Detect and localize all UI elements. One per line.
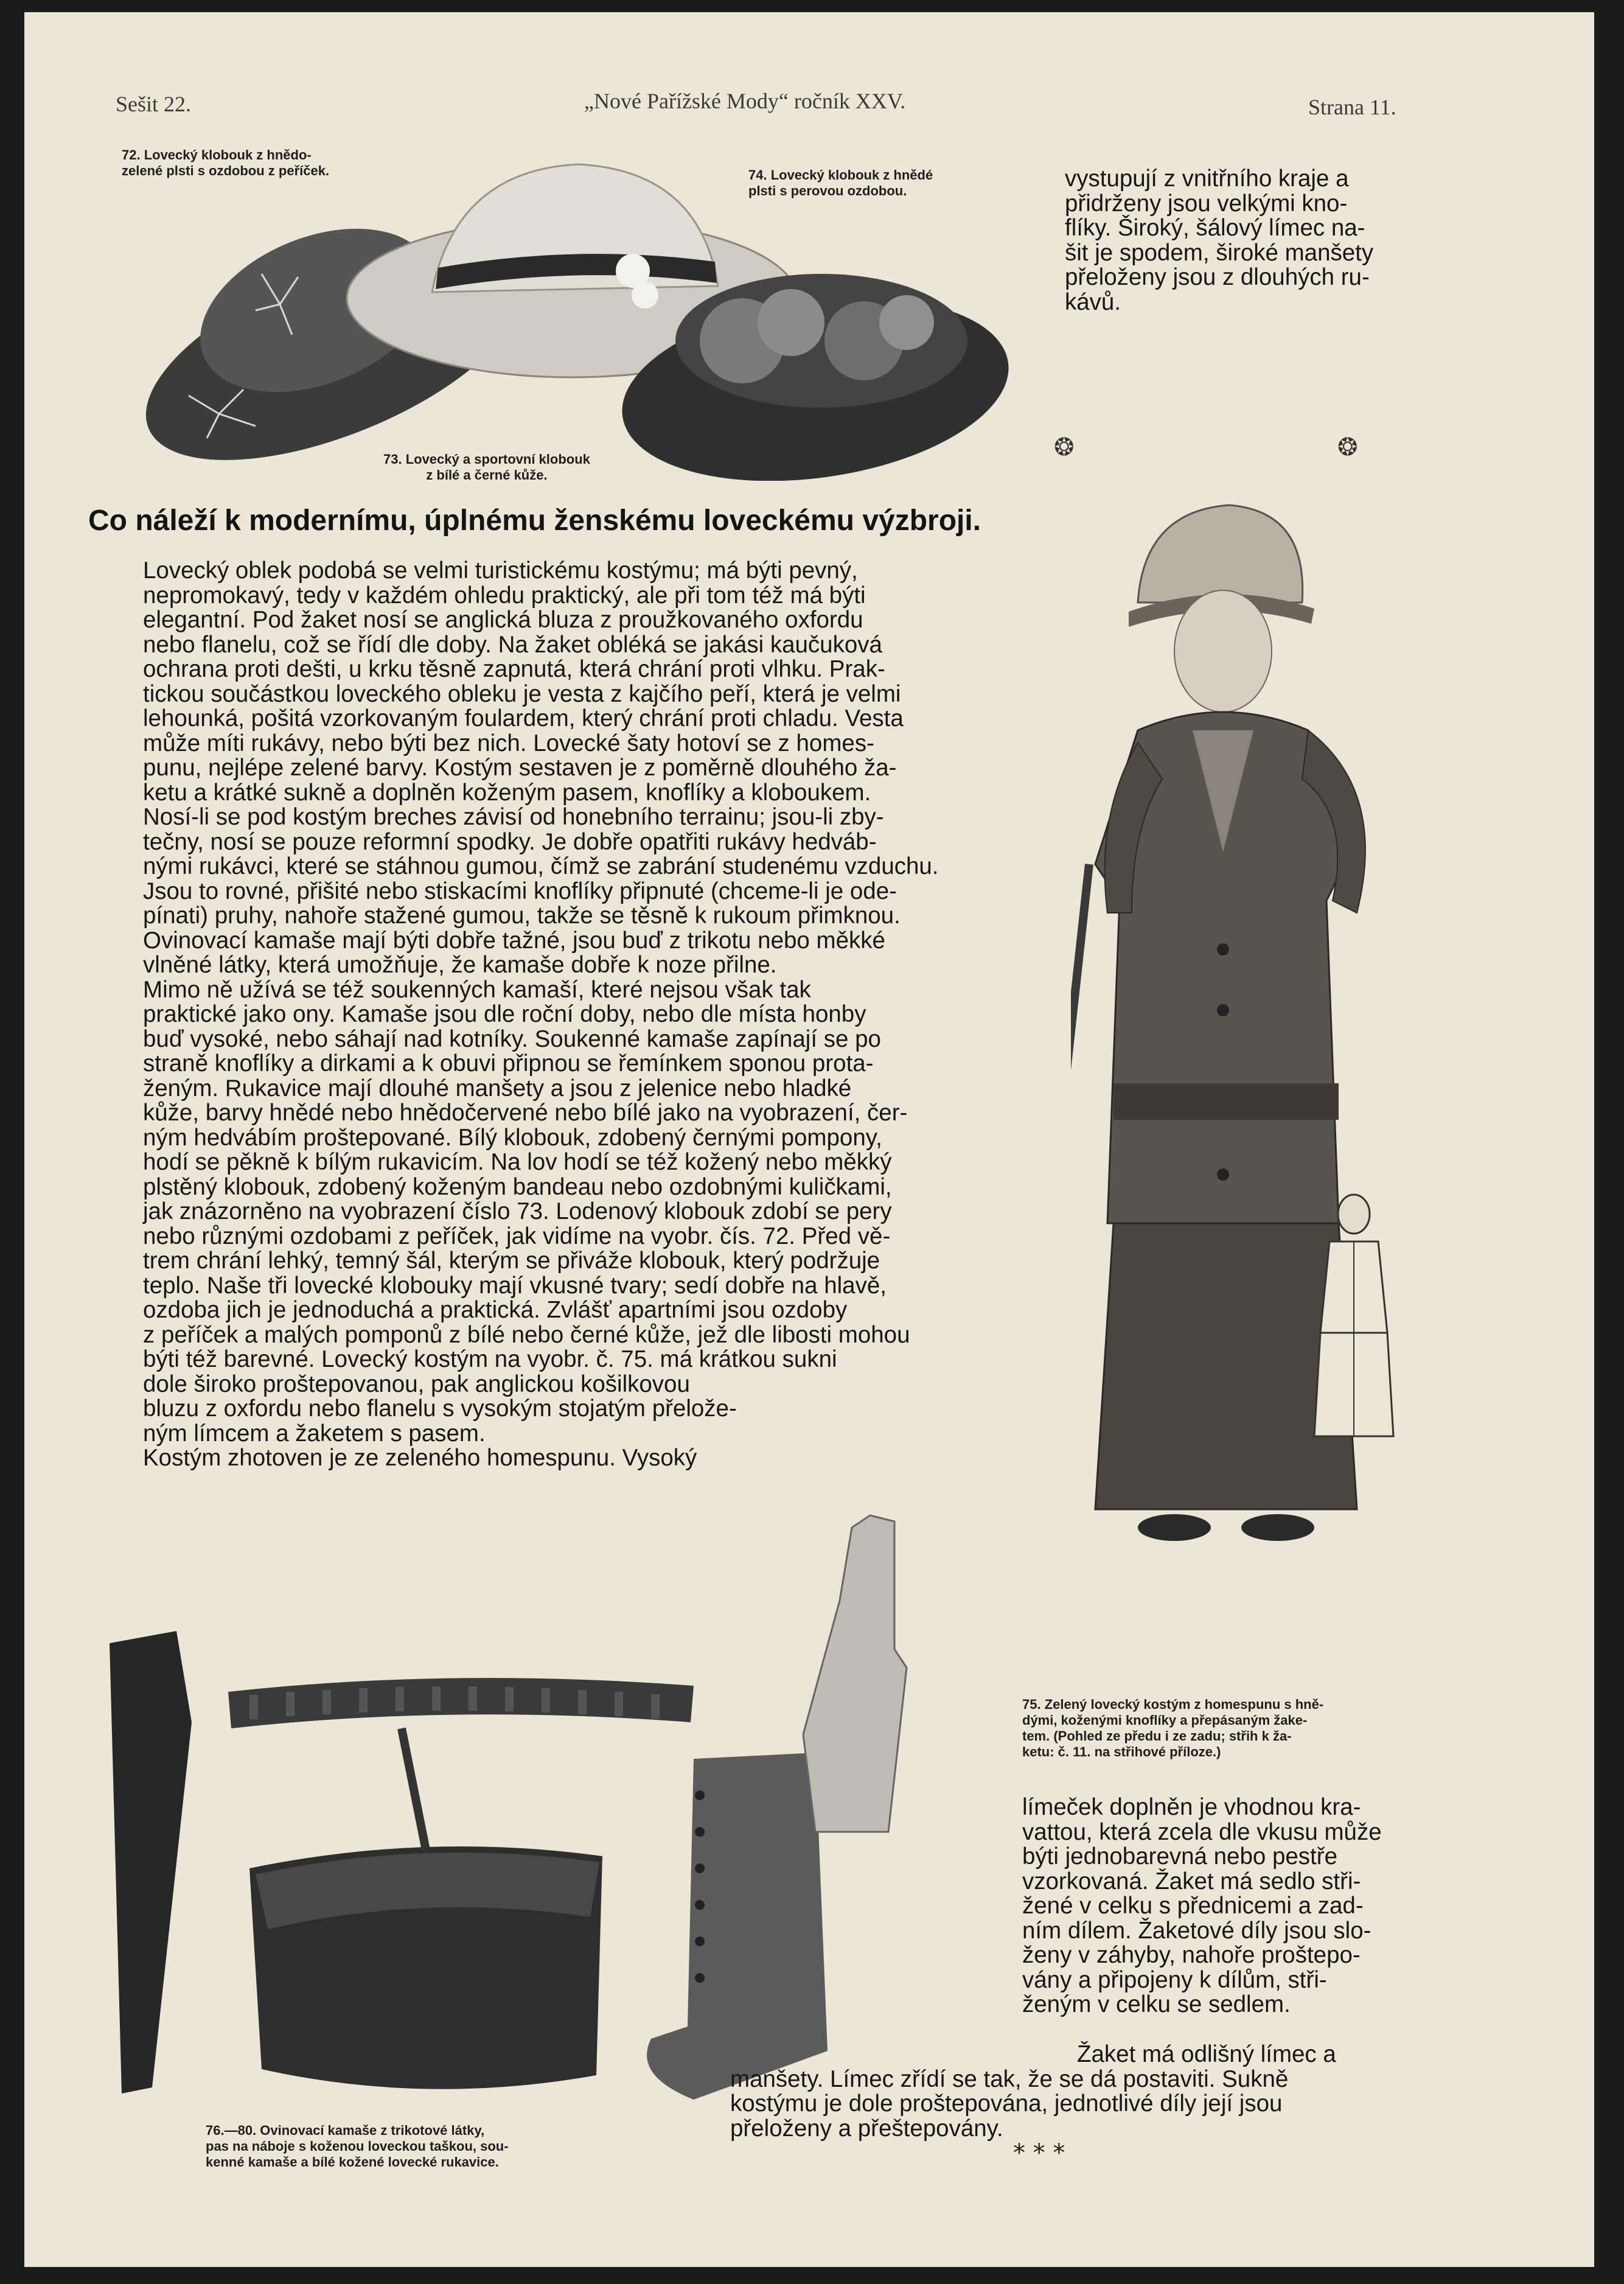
- text-line: býti též barevné. Lovecký kostým na vyobr. č. 75. má krátkou sukni: [143, 1346, 837, 1372]
- caption-line: kenné kamaše a bílé kožené lovecké rukavice.: [206, 2154, 499, 2170]
- hats-illustration: [116, 158, 1010, 481]
- text-line: nebo různými ozdobami z peříček, jak vidíme na vyobr. čís. 72. Před vě-: [143, 1223, 891, 1249]
- text-line: ným límcem a žaketem s pasem.: [143, 1420, 486, 1447]
- caption-fig-76-80: [206, 2123, 509, 2170]
- header-issue: Sešit 22.: [116, 92, 192, 116]
- text-line: trem chrání lehký, temný šál, kterým se přiváže klobouk, který podržuje: [143, 1248, 880, 1274]
- text-line: vlněné látky, která umožňuje, že kamaše dobře k noze přilne.: [143, 952, 777, 978]
- text-line: může míti rukávy, nebo býti bez nich. Lovecké šaty hotoví se z homes-: [143, 730, 874, 756]
- text-line: kávů.: [1065, 288, 1121, 315]
- text-line: buď vysoké, nebo sáhají nad kotníky. Soukenné kamaše zapínají se po: [143, 1025, 881, 1052]
- text-line: vzorkovaná. Žaket má sedlo stři-: [1022, 1868, 1361, 1895]
- caption-line: zelené plsti s ozdobou z peříček.: [122, 163, 330, 178]
- paragraph-2: [88, 978, 1025, 1447]
- text-line: ným hedvábím proštepované. Bílý klobouk, zdobený černými pompony,: [143, 1124, 882, 1151]
- text-line: vány a připojeny k dílům, stři-: [1022, 1966, 1327, 1993]
- caption-line: pas na náboje s koženou loveckou taškou, sou-: [206, 2139, 509, 2154]
- text-line: vystupují z vnitřního kraje a: [1065, 166, 1349, 192]
- text-line: pínati) pruhy, nahoře stažené gumou, takže se těsně k rukoum přimknou.: [143, 903, 901, 929]
- caption-fig-73: [383, 452, 590, 483]
- text-line: límeček doplněn je vhodnou kra-: [1022, 1794, 1361, 1820]
- text-line: Mimo ně užívá se též soukenných kamaší, které nejsou však tak: [143, 976, 811, 1003]
- text-line: nebo flanelu, což se řídí dle doby. Na žaket obléká se jakási kaučuková: [143, 631, 882, 658]
- text-line: z peříček a malých pomponů z bílé nebo černé kůže, jež dle libosti mohou: [143, 1321, 910, 1348]
- final-paragraph: [730, 2042, 1582, 2141]
- text-line: přidrženy jsou velkými kno-: [1065, 190, 1348, 217]
- text-line: ženy v záhyby, nahoře proštepo-: [1022, 1942, 1361, 1968]
- end-ornament-stars: * * *: [1013, 2139, 1065, 2167]
- text-line: hodí se pěkně k bílým rukavicím. Na lov hodí se též kožený nebo měkký: [143, 1149, 892, 1175]
- right-column-top-text: [1065, 167, 1564, 315]
- caption-line: 72. Lovecký klobouk z hnědo-: [122, 147, 312, 162]
- text-line: teplo. Naše tři lovecké klobouky mají vkusné tvary; sedí dobře na hlavě,: [143, 1272, 887, 1299]
- caption-line: tem. (Pohled ze předu i ze zadu; střih k ža-: [1022, 1728, 1292, 1744]
- caption-line: plsti s perovou ozdobou.: [748, 183, 907, 198]
- text-line: elegantní. Pod žaket nosí se anglická bluza z proužkovaného oxfordu: [143, 607, 863, 633]
- text-line: praktické jako ony. Kamaše jsou dle roční doby, nebo dle místa honby: [143, 1001, 866, 1027]
- ornament-right: ❂: [1337, 433, 1358, 461]
- text-line: dole široko proštepovanou, pak anglickou košilkovou: [143, 1371, 690, 1397]
- text-line: Ovinovací kamaše mají býti dobře tažné, jsou buď z trikotu nebo měkké: [143, 927, 885, 954]
- text-line: ním dílem. Žaketové díly jsou slo-: [1022, 1917, 1371, 1944]
- caption-line: 74. Lovecký klobouk z hnědé: [748, 167, 933, 183]
- text-line: ženým v celku se sedlem.: [1022, 1991, 1291, 2017]
- text-line: Žaket má odlišný límec a: [1077, 2041, 1336, 2067]
- text-line: ženým. Rukavice mají dlouhé manšety a jsou z jelenice nebo hladké: [143, 1075, 852, 1102]
- paragraph-1: [88, 559, 1025, 978]
- caption-fig-74: [748, 167, 933, 199]
- text-line: žené v celku s přednicemi a zad-: [1022, 1893, 1364, 1919]
- text-line: Kostým zhotoven je ze zeleného homespunu. Vysoký: [143, 1445, 697, 1471]
- costume-back-view-illustration: [1308, 1193, 1399, 1448]
- main-article-text: [88, 559, 1025, 1471]
- text-line: lehounká, pošitá vzorkovaným foulardem, který chrání proti chladu. Vesta: [143, 705, 904, 732]
- caption-line: 75. Zelený lovecký kostým z homespunu s hně-: [1022, 1697, 1324, 1712]
- text-line: Nosí-li se pod kostým breches závisí od honebního terrainu; jsou-li zby-: [143, 804, 884, 830]
- ornament-left: ❂: [1054, 433, 1075, 461]
- right-column-bottom-text: [1022, 1795, 1558, 2017]
- caption-line: ketu: č. 11. na střihové příloze.): [1022, 1744, 1221, 1759]
- text-line: kostýmu je dole proštepována, jednotlivé díly její jsou: [730, 2090, 1283, 2117]
- caption-line: z bílé a černé kůže.: [426, 467, 548, 483]
- text-line: nými rukávci, které se stáhnou gumou, čímž se zabrání studenému vzduchu.: [143, 853, 939, 879]
- text-line: flíky. Široký, šálový límec na-: [1065, 215, 1365, 241]
- text-line: přeloženy jsou z dlouhých ru-: [1065, 264, 1370, 290]
- text-line: kůže, barvy hnědé nebo hnědočervené nebo bílé jako na vyobrazení, čer-: [143, 1100, 908, 1126]
- text-line: manšety. Límec zřídí se tak, že se dá postaviti. Sukně: [730, 2066, 1289, 2092]
- text-line: plstěný klobouk, zdobený koženým bandeau nebo ozdobnými kuličkami,: [143, 1173, 892, 1200]
- caption-line: 73. Lovecký a sportovní klobouk: [383, 452, 590, 467]
- accessories-illustration: [85, 1491, 925, 2124]
- text-line: šit je spodem, široké manšety: [1065, 239, 1374, 266]
- text-line: ketu a krátké sukně a doplněn koženým pasem, knoflíky a kloboukem.: [143, 779, 871, 806]
- text-line: straně knoflíky a dirkami a k obuvi připnou se řemínkem sponou prota-: [143, 1050, 874, 1077]
- text-line: ozdoba jich je jednoduchá a praktická. Zvlášť apartními jsou ozdoby: [143, 1297, 848, 1323]
- caption-line: 76.—80. Ovinovací kamaše z trikotové látky,: [206, 2123, 485, 2138]
- text-line: punu, nejlépe zelené barvy. Kostým sestaven je z poměrně dlouhého ža-: [143, 755, 897, 781]
- text-line: přeloženy a přeštepovány.: [730, 2115, 1003, 2142]
- text-line: bluzu z oxfordu nebo flanelu s vysokým stojatým přelože-: [143, 1395, 737, 1422]
- text-line: Lovecký oblek podobá se velmi turistickému kostýmu; má býti pevný,: [143, 557, 858, 584]
- caption-fig-75: [1022, 1697, 1323, 1760]
- text-line: ochrana proti dešti, u krku těsně zapnutá, která chrání proti vlhku. Prak-: [143, 656, 885, 682]
- text-line: tickou součástkou loveckého obleku je vesta z kajčího peří, která je velmi: [143, 680, 901, 707]
- paragraph-3: [88, 1446, 1025, 1471]
- text-line: vattou, která zcela dle vkusu může: [1022, 1818, 1382, 1845]
- article-title: Co náleží k modernímu, úplnému ženskému loveckému výzbroji.: [88, 505, 981, 537]
- magazine-page: [24, 12, 1594, 2267]
- text-line: nepromokavý, tedy v každém ohledu praktický, ale při tom též má býti: [143, 582, 866, 609]
- hunting-costume-illustration: [1071, 475, 1460, 1588]
- caption-line: dými, koženými knoflíky a přepásaným žake-: [1022, 1713, 1308, 1728]
- header-magazine-title: „Nové Pařížské Mody“ ročník XXV.: [584, 89, 906, 113]
- text-line: jak znázorněno na vyobrazení číslo 73. Lodenový klobouk zdobí se pery: [143, 1198, 892, 1224]
- text-line: býti jednobarevná nebo pestře: [1022, 1843, 1337, 1870]
- text-line: tečny, nosí se pouze reformní spodky. Je dobře opatřiti rukávy hedváb-: [143, 828, 877, 855]
- caption-fig-72: [122, 147, 329, 179]
- text-line: Jsou to rovné, přišité nebo stiskacími knoflíky připnuté (chceme-li je ode-: [143, 878, 897, 904]
- header-page-number: Strana 11.: [1308, 95, 1396, 119]
